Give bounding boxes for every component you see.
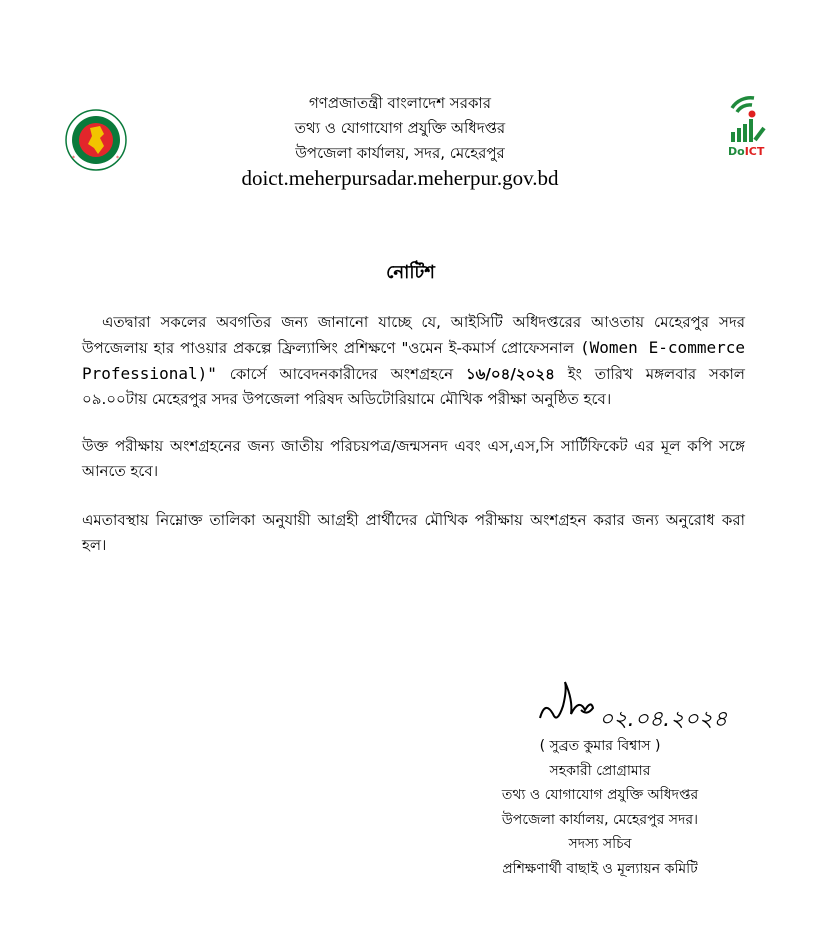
signature-block	[470, 734, 730, 881]
text: কোর্সে আবেদনকারীদের অংশগ্রহনে	[216, 365, 466, 383]
svg-text:*: *	[72, 155, 75, 162]
signatory-name: ( সুব্রত কুমার বিশ্বাস )	[539, 738, 661, 754]
svg-text:০২.০৪.২০২৪: ০২.০৪.২০২৪	[599, 707, 728, 732]
header-office: উপজেলা কার্যালয়, সদর, মেহেরপুর	[295, 144, 505, 162]
handwritten-signature	[535, 680, 735, 736]
text: এতদ্বারা সকলের অবগতির জন্য জানানো যাচ্ছে যে, আইসিটি অধিদপ্তরের আওতায় মেহেরপুর সদর উপজেলায় হার পাওয়ার প্রকল্পে ফ্রিল্যান্সিং প্রশিক্ষণে "ওমেন ই-কমার্স প্রোফেসনাল	[82, 313, 745, 357]
header-url: doict.meherpursadar.meherpur.gov.bd	[241, 166, 559, 190]
signatory-location: উপজেলা কার্যালয়, মেহেরপুর সদর।	[501, 811, 699, 828]
text: ইং তারিখ মঙ্গলবার সকাল ০৯.০০টায় মেহেরপুর সদর উপজেলা পরিষদ অডিটোরিয়ামে মৌখিক পরীক্ষা অনুষ্ঠিত হবে।	[82, 365, 745, 408]
svg-text:DoICT: DoICT	[728, 145, 765, 158]
notice-title: নোটিশ	[386, 262, 435, 283]
signatory-role: সদস্য সচিব	[568, 836, 632, 852]
government-seal-logo	[64, 108, 128, 172]
doict-logo	[724, 94, 770, 158]
notice-paragraph-3: এমতাবস্থায় নিম্নোক্ত তালিকা অনুযায়ী আগ্রহী প্রার্থীদের মৌখিক পরীক্ষায় অংশগ্রহন করার জন্য অনুরোধ করা হল।	[82, 511, 745, 554]
signatory-committee: প্রশিক্ষণার্থী বাছাই ও মূল্যায়ন কমিটি	[502, 860, 698, 877]
header-gov-name: গণপ্রজাতন্ত্রী বাংলাদেশ সরকার	[308, 94, 492, 112]
signatory-designation: সহকারী প্রোগ্রামার	[549, 762, 651, 779]
svg-text:*: *	[116, 155, 119, 162]
notice-paragraph-2: উক্ত পরীক্ষায় অংশগ্রহনের জন্য জাতীয় পরিচয়পত্র/জন্মসনদ এবং এস,এস,সি সার্টিফিকেট এর মূল কপি সঙ্গে আনতে হবে।	[82, 437, 745, 480]
header-department: তথ্য ও যোগাযোগ প্রযুক্তি অধিদপ্তর	[294, 119, 506, 137]
signatory-office: তথ্য ও যোগাযোগ প্রযুক্তি অধিদপ্তর	[501, 787, 699, 803]
course-name-latin: (Women E-commerce Professional)"	[82, 338, 745, 383]
notice-paragraph-1	[82, 310, 745, 412]
exam-date: ১৬/০৪/২০২৪	[465, 365, 555, 383]
